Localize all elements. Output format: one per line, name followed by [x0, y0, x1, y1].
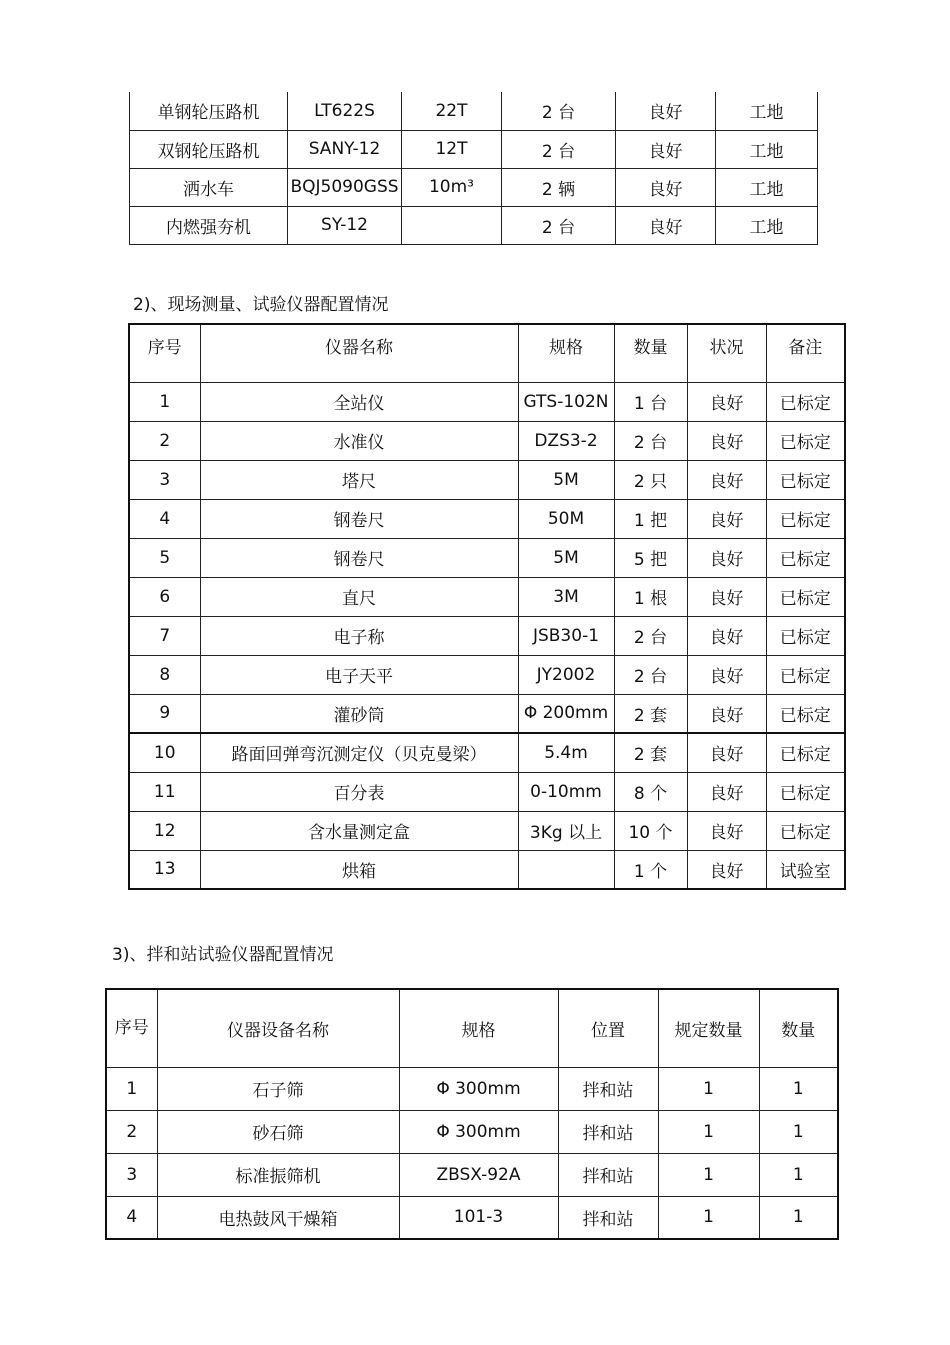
table-cell: 1 — [106, 1067, 157, 1110]
table-cell: 101-3 — [399, 1196, 558, 1239]
table-cell: 2 辆 — [502, 168, 616, 206]
table-cell: 电热鼓风干燥箱 — [157, 1196, 399, 1239]
table-cell: 已标定 — [766, 733, 845, 772]
table-cell: 良好 — [687, 616, 766, 655]
table-cell: 5 — [129, 538, 200, 577]
table-cell: 良好 — [616, 92, 716, 130]
column-header: 规定数量 — [658, 989, 759, 1067]
table-cell: 1 — [759, 1153, 838, 1196]
table-cell: 4 — [106, 1196, 157, 1239]
table-cell: 内燃强夯机 — [130, 206, 288, 244]
table-cell: 钢卷尺 — [200, 538, 518, 577]
table-cell: 3Kg 以上 — [518, 811, 614, 850]
table-cell: 工地 — [716, 206, 818, 244]
table-cell: 已标定 — [766, 772, 845, 811]
table-cell: 7 — [129, 616, 200, 655]
table-cell: 全站仪 — [200, 382, 518, 421]
table-cell: 石子筛 — [157, 1067, 399, 1110]
table-cell: 9 — [129, 694, 200, 733]
table-cell: 已标定 — [766, 421, 845, 460]
table-cell: 2 套 — [614, 694, 687, 733]
table-cell: 1 — [658, 1110, 759, 1153]
table-cell: SY-12 — [288, 206, 402, 244]
column-header: 备注 — [766, 324, 845, 382]
table-cell: 良好 — [687, 733, 766, 772]
table-cell: 塔尺 — [200, 460, 518, 499]
table-cell: 2 台 — [614, 421, 687, 460]
table-cell: 良好 — [687, 499, 766, 538]
table-cell: Φ 200mm — [518, 694, 614, 733]
column-header: 数量 — [614, 324, 687, 382]
table-cell: 6 — [129, 577, 200, 616]
equipment-table — [129, 92, 818, 245]
table-cell: 拌和站 — [558, 1153, 658, 1196]
table-cell: 已标定 — [766, 811, 845, 850]
table-cell: 3M — [518, 577, 614, 616]
table-cell: 1 台 — [614, 382, 687, 421]
table-cell: 2 台 — [502, 206, 616, 244]
table-cell: 洒水车 — [130, 168, 288, 206]
table-cell: 8 — [129, 655, 200, 694]
table-cell — [518, 850, 614, 889]
table-cell: 1 — [759, 1067, 838, 1110]
column-header: 序号 — [106, 989, 157, 1067]
table-row — [129, 421, 845, 460]
column-header: 序号 — [129, 324, 200, 382]
table-cell: 已标定 — [766, 616, 845, 655]
table-cell: 标准振筛机 — [157, 1153, 399, 1196]
table-row — [129, 538, 845, 577]
table-cell: 1 — [759, 1110, 838, 1153]
table-cell: 拌和站 — [558, 1110, 658, 1153]
table-cell: LT622S — [288, 92, 402, 130]
table-cell: JSB30-1 — [518, 616, 614, 655]
table-row — [129, 811, 845, 850]
table-row — [130, 130, 818, 168]
table-cell: 含水量测定盒 — [200, 811, 518, 850]
table-cell: 水准仪 — [200, 421, 518, 460]
table-cell: 良好 — [687, 460, 766, 499]
table-cell: 10 个 — [614, 811, 687, 850]
table-cell: SANY-12 — [288, 130, 402, 168]
table-cell: 良好 — [687, 538, 766, 577]
table-cell: 已标定 — [766, 694, 845, 733]
table-cell: 良好 — [616, 206, 716, 244]
table-cell: 1 — [658, 1196, 759, 1239]
table-cell: 2 套 — [614, 733, 687, 772]
table-cell: 2 台 — [614, 616, 687, 655]
table-cell — [402, 206, 502, 244]
table-cell: 良好 — [687, 772, 766, 811]
table-cell: 已标定 — [766, 577, 845, 616]
table-cell: JY2002 — [518, 655, 614, 694]
table-cell: 已标定 — [766, 499, 845, 538]
table-header-row — [106, 989, 838, 1067]
table-cell: 1 把 — [614, 499, 687, 538]
table-cell: 工地 — [716, 92, 818, 130]
table-cell: 良好 — [687, 811, 766, 850]
table-cell: 2 只 — [614, 460, 687, 499]
table-cell: 电子天平 — [200, 655, 518, 694]
table-cell: 50M — [518, 499, 614, 538]
table-cell: 工地 — [716, 168, 818, 206]
section-heading-measurement: 2)、现场测量、试验仪器配置情况 — [133, 295, 389, 315]
table-cell: 12T — [402, 130, 502, 168]
table-cell: 路面回弹弯沉测定仪（贝克曼梁） — [200, 733, 518, 772]
table-cell: 13 — [129, 850, 200, 889]
table-cell: 1 — [129, 382, 200, 421]
section-heading-mixing-station: 3)、拌和站试验仪器配置情况 — [112, 945, 334, 965]
table-cell: 烘箱 — [200, 850, 518, 889]
table-row — [129, 460, 845, 499]
table-cell: 良好 — [687, 577, 766, 616]
table-cell: 1 — [658, 1067, 759, 1110]
table-row — [129, 577, 845, 616]
table-cell: 5M — [518, 460, 614, 499]
table-cell: 0-10mm — [518, 772, 614, 811]
column-header: 数量 — [759, 989, 838, 1067]
table-cell: 4 — [129, 499, 200, 538]
table-cell: 良好 — [687, 655, 766, 694]
table-cell: 1 — [658, 1153, 759, 1196]
table-row — [106, 1067, 838, 1110]
table-cell: 良好 — [687, 850, 766, 889]
table-cell: 电子称 — [200, 616, 518, 655]
table-cell: 2 台 — [502, 130, 616, 168]
table-cell: 10m³ — [402, 168, 502, 206]
table-row — [129, 850, 845, 889]
column-header: 位置 — [558, 989, 658, 1067]
table-cell: 2 — [129, 421, 200, 460]
table-cell: 1 — [759, 1196, 838, 1239]
table-cell: 22T — [402, 92, 502, 130]
table-cell: 良好 — [687, 382, 766, 421]
table-cell: 试验室 — [766, 850, 845, 889]
table-cell: 单钢轮压路机 — [130, 92, 288, 130]
table-cell: ZBSX-92A — [399, 1153, 558, 1196]
table-row — [129, 616, 845, 655]
table-cell: 直尺 — [200, 577, 518, 616]
table-cell: 已标定 — [766, 382, 845, 421]
table-cell: GTS-102N — [518, 382, 614, 421]
table-cell: 3 — [106, 1153, 157, 1196]
table-cell: 工地 — [716, 130, 818, 168]
table-row — [129, 733, 845, 772]
table-cell: 拌和站 — [558, 1196, 658, 1239]
table-cell: 12 — [129, 811, 200, 850]
table-cell: 良好 — [616, 130, 716, 168]
table-row — [130, 206, 818, 244]
table-cell: Φ 300mm — [399, 1067, 558, 1110]
table-cell: 已标定 — [766, 655, 845, 694]
table-cell: 双钢轮压路机 — [130, 130, 288, 168]
mixing-station-instruments-table — [105, 988, 839, 1240]
table-cell: 已标定 — [766, 538, 845, 577]
table-row — [106, 1153, 838, 1196]
table-cell: 良好 — [687, 421, 766, 460]
table-cell: 5 把 — [614, 538, 687, 577]
table-row — [129, 772, 845, 811]
table-row — [106, 1196, 838, 1239]
table-cell: 良好 — [687, 694, 766, 733]
table-cell: 灌砂筒 — [200, 694, 518, 733]
table-cell: Φ 300mm — [399, 1110, 558, 1153]
table-cell: 2 台 — [502, 92, 616, 130]
table-row — [129, 655, 845, 694]
table-cell: 10 — [129, 733, 200, 772]
column-header: 状况 — [687, 324, 766, 382]
table-cell: 2 台 — [614, 655, 687, 694]
table-row — [129, 499, 845, 538]
table-cell: 良好 — [616, 168, 716, 206]
table-cell: 1 个 — [614, 850, 687, 889]
table-cell: 5.4m — [518, 733, 614, 772]
table-cell: 1 根 — [614, 577, 687, 616]
measurement-instruments-table — [128, 323, 846, 890]
column-header: 仪器设备名称 — [157, 989, 399, 1067]
table-cell: 拌和站 — [558, 1067, 658, 1110]
table-cell: 砂石筛 — [157, 1110, 399, 1153]
table-row — [106, 1110, 838, 1153]
table-row — [129, 694, 845, 733]
table-row — [130, 92, 818, 130]
table-cell: 8 个 — [614, 772, 687, 811]
column-header: 规格 — [399, 989, 558, 1067]
column-header: 规格 — [518, 324, 614, 382]
table-cell: 5M — [518, 538, 614, 577]
table-cell: 钢卷尺 — [200, 499, 518, 538]
table-cell: 百分表 — [200, 772, 518, 811]
table-cell: 2 — [106, 1110, 157, 1153]
table-cell: DZS3-2 — [518, 421, 614, 460]
table-cell: 3 — [129, 460, 200, 499]
table-cell: BQJ5090GSS — [288, 168, 402, 206]
table-header-row — [129, 324, 845, 382]
column-header: 仪器名称 — [200, 324, 518, 382]
table-cell: 已标定 — [766, 460, 845, 499]
table-row — [130, 168, 818, 206]
table-cell: 11 — [129, 772, 200, 811]
table-row — [129, 382, 845, 421]
